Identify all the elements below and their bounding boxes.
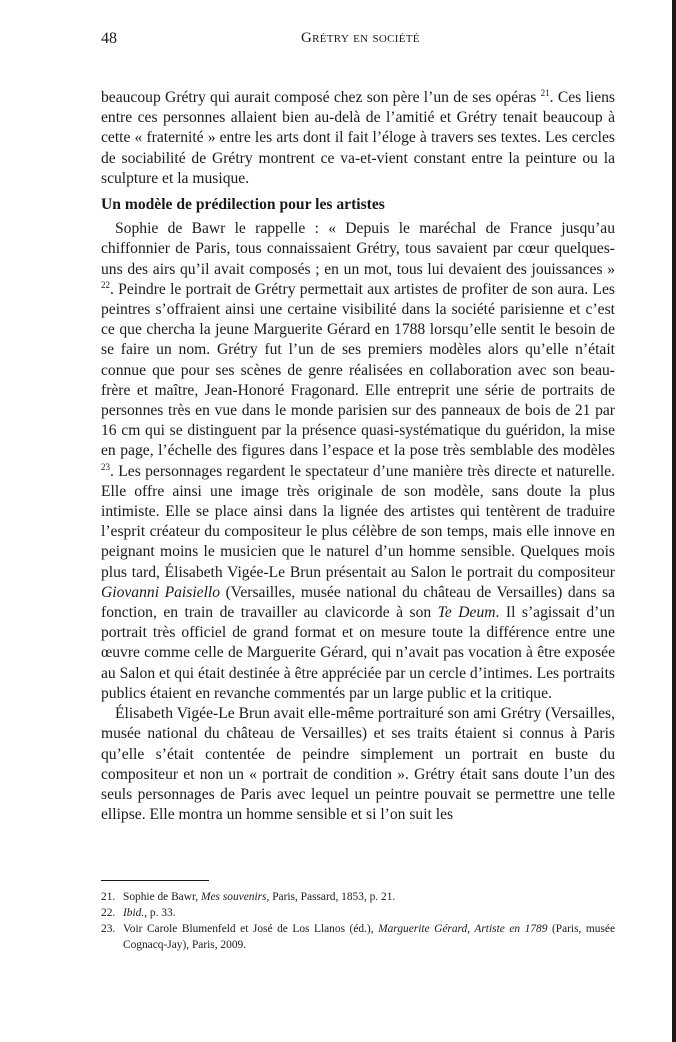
footnote-text: Voir Carole Blumenfeld et José de Los Llanos (éd.), — [123, 923, 379, 935]
paragraph-1 — [101, 88, 615, 189]
footnote-separator — [101, 880, 209, 881]
footnote-number: 22. — [101, 907, 116, 919]
body-text — [101, 88, 615, 825]
paragraph-2-text-a: Sophie de Bawr le rappelle : « Depuis le maréchal de France jusqu’au chiffonnier de Paris, tous connaissaient Grétry, tous savaient par cœur quelques-uns des airs qu’il avait composés ; en un mot, tous lui devaient des jouissances » — [101, 220, 615, 278]
footnote-italic: Ibid. — [123, 907, 145, 919]
footnote-text-end: , p. 33. — [144, 907, 176, 919]
paragraph-3: Élisabeth Vigée-Le Brun avait elle-même portraituré son ami Grétry (Versailles, musée national du château de Versailles) et ses traits étaient si connus à Paris qu’elle s’était contentée de peindre simplement un portrait en buste du compositeur et non un « portrait de condition ». Grétry était sans doute l’un des seuls personnages de Paris avec lequel un peintre pouvait se permettre une telle ellipse. Elle montra un homme sensible et si l’on suit les — [101, 705, 615, 824]
footnotes — [101, 889, 615, 953]
footnote-ref-22: 22 — [101, 279, 110, 290]
footnote-italic: Marguerite Gérard, Artiste en 1789 — [378, 923, 548, 935]
footnote-text-end: (Paris, musée Cognacq-Jay), Paris, 2009. — [123, 923, 616, 951]
page-edge — [672, 0, 676, 1042]
page-number: 48 — [101, 30, 117, 47]
section-heading: Un modèle de prédilection pour les artistes — [101, 196, 385, 214]
paragraph-2-text-d: (Versailles, musée national du château de Versailles) dans sa fonction, en train de travailler au clavicorde à son — [101, 583, 615, 622]
page-header — [101, 30, 615, 56]
paragraph-1-text-end: . Ces liens entre ces personnes allaient bien au-delà de l’amitié et Grétry tenait beaucoup à cette « fraternité » entre les arts dont il fait l’éloge à travers ses textes. Les cercles de sociabilité de Grétry montrent ce va-et-vient constant entre la peinture ou la sculpture et la musique. — [101, 89, 615, 187]
footnote-21 — [101, 889, 615, 905]
paragraph-2-text-b: . Peindre le portrait de Grétry permettait aux artistes de profiter de son aura. Les peintres s’offraient ainsi une certaine visibilité dans la société parisienne et c’est ce que chercha la jeune Marguerite Gérard en 1788 lorsqu’elle sentit le besoin de se faire un nom. Grétry fut l’un de ses premiers modèles alors qu’elle n’était connue que pour ses scènes de genre réalisées en collaboration avec son beau-frère et maître, Jean-Honoré Fragonard. Elle entreprit une série de portraits de personnes très en vue dans le monde parisien sur des panneaux de bois de 21 par 16 cm qui se distinguent par la présence quasi-systématique du guéridon, la mise en page, l’échelle des figures dans l’espace et la pose très semblable des modèles — [101, 280, 615, 460]
footnote-22 — [101, 905, 615, 921]
footnote-23 — [101, 921, 615, 953]
footnote-ref-21: 21 — [540, 87, 550, 98]
footnote-number: 21. — [101, 891, 116, 903]
footnote-text-end: , Paris, Passard, 1853, p. 21. — [266, 891, 396, 903]
paragraph-2-text-c: . Les personnages regardent le spectateur d’une manière très directe et naturelle. Elle offre ainsi une image très originale de son modèle, sans doute la plus intimiste. Elle se place ainsi dans la lignée des artistes qui tentèrent de traduire l’esprit créateur du compositeur le plus célèbre de son temps, mais elle innove en peignant moins le musicien que le naturel d’un homme sensible. Quelques mois plus tard, Élisabeth Vigée-Le Brun présentait au Salon le portrait du compositeur — [101, 462, 615, 581]
footnote-ref-23: 23 — [101, 461, 110, 472]
footnote-text: Sophie de Bawr, — [123, 891, 201, 903]
paragraph-2-text-e: . Il s’agissait d’un portrait très officiel de grand format et on mesure toute la différence entre une œuvre comme celle de Marguerite Gérard, qui n’avait pas vocation à être exposée au Salon et qui était destinée à être appréciée par un cercle d’intimes. Les portraits publics étaient en revanche commentés par un large public et la critique. — [101, 604, 615, 702]
paragraph-1-text: beaucoup Grétry qui aurait composé chez son père l’un de ses opéras — [101, 89, 541, 106]
paragraph-2 — [101, 219, 615, 704]
footnote-number: 23. — [101, 923, 116, 935]
footnote-italic: Mes souvenirs — [201, 891, 267, 903]
running-head: Grétry en société — [301, 30, 420, 46]
paragraph-2-italic-title: Giovanni Paisiello — [101, 583, 221, 601]
paragraph-2-italic-te-deum: Te Deum — [437, 604, 496, 622]
